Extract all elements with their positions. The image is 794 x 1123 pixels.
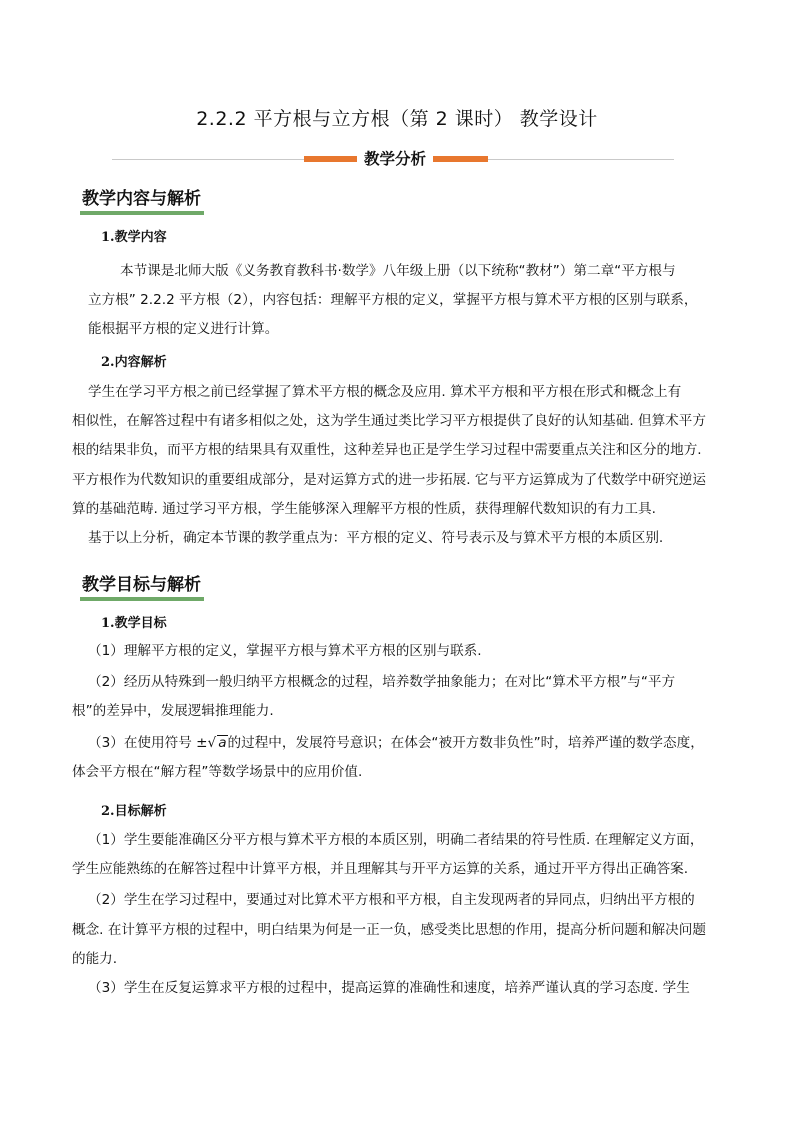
subheading-teaching-content: 1.教学内容 (101, 230, 167, 245)
section-heading-underline (80, 597, 204, 601)
text-line: （3）在使用符号 ±√ a的过程中，发展符号意识；在体会“被开方数非负性”时，培养严谨的数学态度， (88, 734, 704, 751)
document-title: 2.2.2 平方根与立方根（第 2 课时） 教学设计 (196, 108, 598, 130)
text-line: （3）学生在反复运算求平方根的过程中，提高运算的准确性和速度，培养严谨认真的学习态度. 学生 (88, 980, 690, 997)
text-line: 根”的差异中，发展逻辑推理能力. (72, 703, 274, 720)
text-run: （3）在使用符号 ± (88, 734, 208, 751)
text-run: 的过程中，发展符号意识；在体会“被开方数非负性”时，培养严谨的数学态度， (227, 734, 704, 751)
text-line: （1）学生要能准确区分平方根与算术平方根的本质区别，明确二者结果的符号性质. 在理解定义方面， (88, 832, 704, 848)
text-line: 学生应能熟练的在解答过程中计算平方根，并且理解其与开平方运算的关系，通过开平方得出正确答案. (72, 861, 689, 878)
text-line: （1）理解平方根的定义，掌握平方根与算术平方根的区别与联系. (88, 643, 482, 659)
subheading-teaching-goals: 1.教学目标 (101, 616, 167, 631)
text-line: 相似性，在解答过程中有诸多相似之处，这为学生通过类比学习平方根提供了良好的认知基础. 但算术平方 (72, 413, 706, 430)
text-line: （2）经历从特殊到一般归纳平方根概念的过程，培养数学抽象能力；在对比“算术平方根”与“平方 (88, 674, 676, 691)
banner-label: 教学分析 (363, 150, 426, 168)
text-line: 基于以上分析，确定本节课的教学重点为：平方根的定义、符号表示及与算术平方根的本质区别. (88, 530, 664, 547)
section-heading-content (80, 184, 204, 211)
banner-bar-left (304, 156, 357, 162)
text-line: 体会平方根在“解方程”等数学场景中的应用价值. (72, 763, 363, 780)
text-line: 立方根” 2.2.2 平方根（2），内容包括：理解平方根的定义，掌握平方根与算术平方根的区别与联系， (88, 292, 698, 309)
section-heading-goals (80, 570, 204, 597)
section-heading-text: 教学内容与解析 (82, 189, 201, 209)
section-heading-underline (80, 211, 204, 215)
text-line: 本节课是北师大版《义务教育教科书·数学》八年级上册（以下统称“教材”）第二章“平方根与 (120, 263, 676, 279)
paragraph-goal-analysis (72, 826, 726, 1003)
math-symbol-a: a (218, 734, 227, 751)
text-line: 算的基础范畴. 通过学习平方根，学生能够深入理解平方根的性质，获得理解代数知识的有力工具. (72, 500, 656, 517)
banner-rule-right (488, 159, 674, 160)
subheading-goal-analysis: 2.目标解析 (101, 804, 167, 819)
paragraph-teaching-goals (72, 637, 726, 787)
paragraph-content-analysis (72, 378, 726, 553)
text-line: 概念. 在计算平方根的过程中，明白结果为何是一正一负，感受类比思想的作用，提高分析问题和解决问题 (72, 921, 706, 938)
text-line: 平方根作为代数知识的重要组成部分，是对运算方式的进一步拓展. 它与平方运算成为了代数学中研究逆运 (72, 471, 706, 488)
text-line: （2）学生在学习过程中，要通过对比算术平方根和平方根，自主发现两者的异同点，归纳出平方根的 (88, 892, 695, 909)
text-line: 的能力. (72, 950, 118, 967)
subheading-content-analysis: 2.内容解析 (101, 355, 167, 370)
text-line: 能根据平方根的定义进行计算。 (88, 321, 279, 338)
section-heading-text: 教学目标与解析 (82, 575, 201, 595)
text-line: 学生在学习平方根之前已经掌握了算术平方根的概念及应用. 算术平方根和平方根在形式和概念上有 (88, 384, 682, 400)
banner-bar-right (433, 156, 488, 162)
paragraph-teaching-content (88, 257, 724, 345)
text-line: 根的结果非负，而平方根的结果具有双重性，这种差异也正是学生学习过程中需要重点关注和区分的地方. (72, 442, 702, 459)
banner-rule-left (112, 159, 304, 160)
